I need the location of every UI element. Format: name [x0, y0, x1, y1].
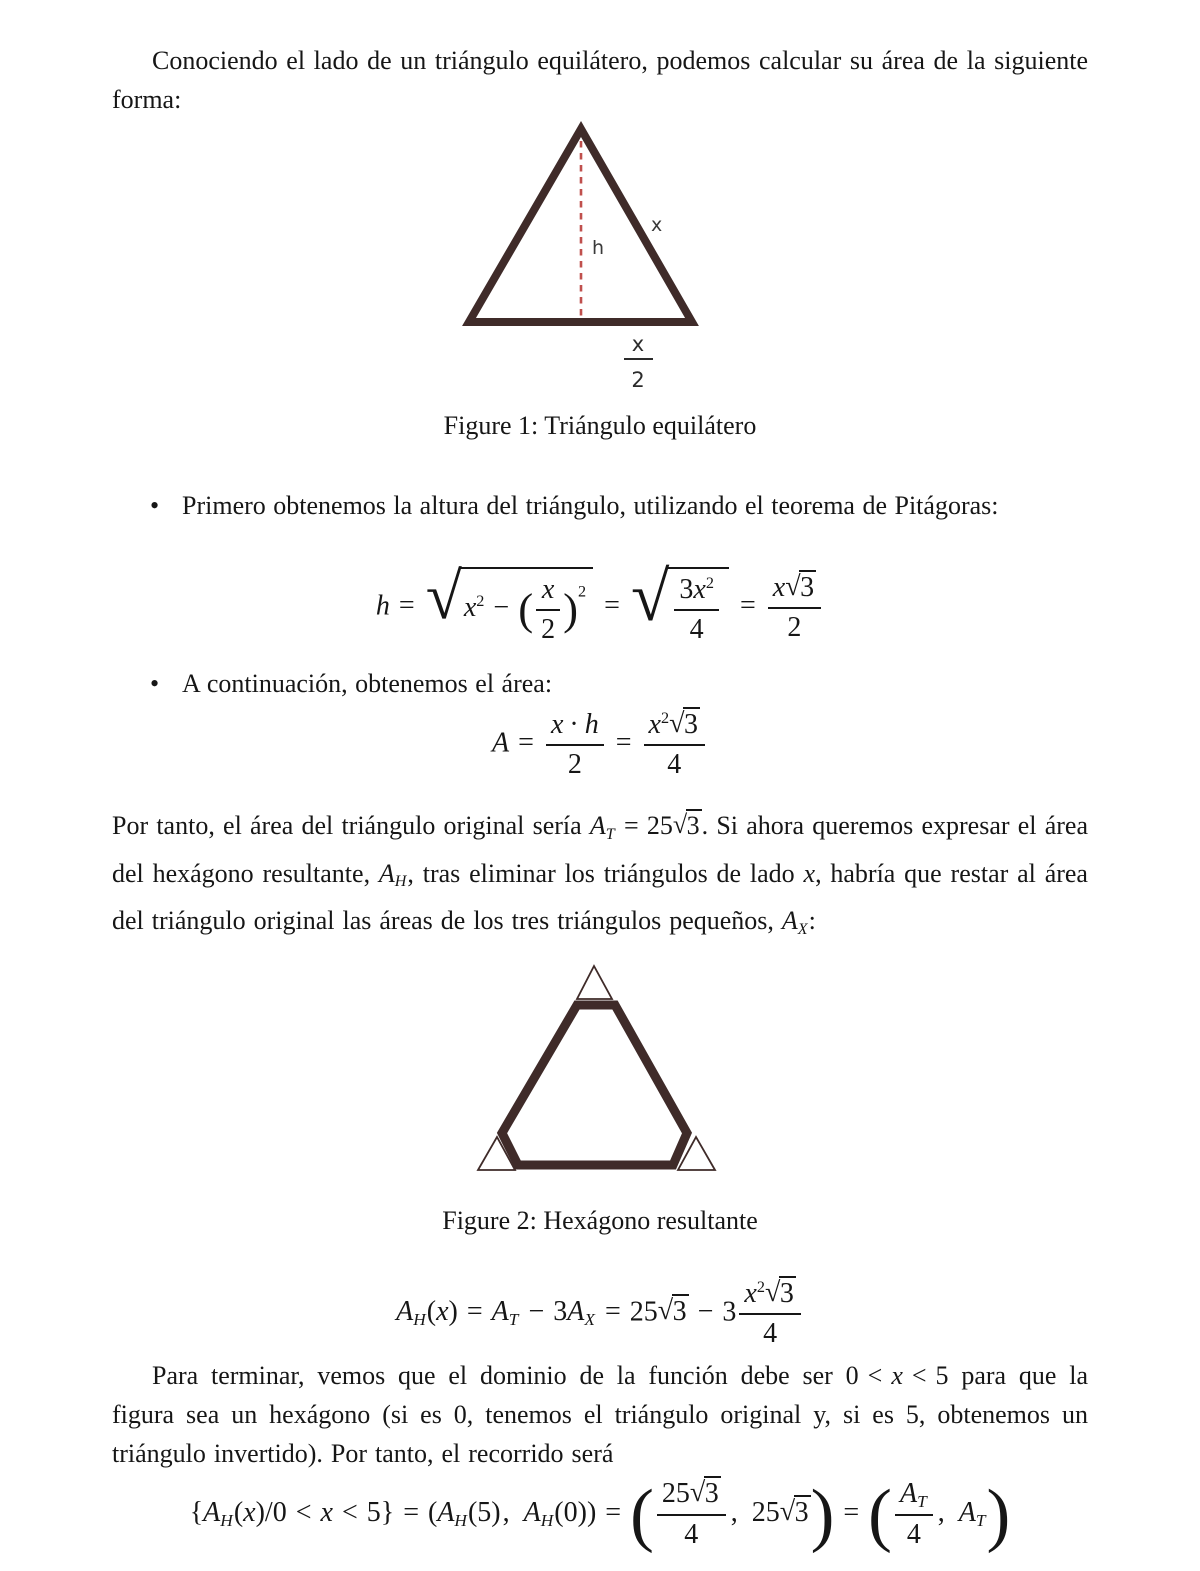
bullet-marker: • — [150, 669, 160, 698]
fraction — [536, 573, 560, 647]
text-run: , obtenemos un triángulo invertido). Por tanto, el recorrido será — [112, 1400, 1088, 1468]
math-token: 5 — [905, 1400, 919, 1429]
figure2-caption: Figure 2: Hexágono resultante — [442, 1206, 758, 1235]
body-paragraph-areas — [112, 806, 1088, 949]
math-token: = — [398, 590, 415, 622]
math-token: x — [891, 1361, 903, 1390]
math-token: = — [605, 1496, 622, 1528]
math-token: H — [394, 873, 407, 890]
math-group — [752, 1497, 811, 1528]
math-token: 2 — [578, 582, 587, 601]
math-token: x — [744, 1277, 757, 1309]
math-token: < — [341, 1496, 358, 1528]
bullet-text: Primero obtenemos la altura del triángulo, utilizando el teorema de Pitágoras: — [182, 491, 999, 520]
math-group — [546, 708, 604, 744]
math-token: x — [772, 571, 786, 603]
math-token: A — [958, 1496, 976, 1528]
math-token: T — [975, 1510, 986, 1530]
hexagon-outline — [502, 1005, 687, 1165]
bullet-marker: • — [150, 491, 160, 520]
math-token: = — [466, 1296, 483, 1328]
math-token: = — [403, 1496, 419, 1528]
inline-math — [589, 811, 616, 843]
math-token: 4 — [644, 744, 705, 782]
radical-sign: √ — [689, 1477, 706, 1509]
bullet-item-height — [150, 486, 1065, 525]
math-token: H — [454, 1510, 467, 1530]
math-token: 2 — [476, 592, 485, 611]
radical-sign: √ — [630, 559, 670, 637]
math-token: A — [589, 811, 606, 840]
math-token: ( — [467, 1496, 478, 1528]
math-group — [464, 592, 485, 623]
math-token: ( — [427, 1496, 438, 1528]
math-token: < — [295, 1496, 312, 1528]
math-token: A — [491, 1296, 509, 1328]
math-token: ( — [426, 1296, 437, 1328]
big-paren-close: ) — [810, 1474, 835, 1554]
math-token: A — [378, 858, 395, 888]
math-token: < — [911, 1361, 927, 1390]
math-token: H — [413, 1310, 426, 1330]
math-token: ) — [448, 1296, 458, 1328]
inline-math — [846, 1361, 949, 1390]
cut-corner-triangle-top — [577, 966, 612, 999]
formula-area — [112, 700, 1088, 790]
fraction — [657, 1477, 726, 1551]
math-token: ( — [518, 584, 534, 635]
math-token: 3 — [779, 1277, 794, 1309]
intro-paragraph: Conociendo el lado de un triángulo equilátero, podemos calcular su área de la siguiente forma: — [112, 46, 1088, 114]
fraction — [895, 1477, 933, 1552]
math-token: A — [437, 1496, 455, 1528]
math-token: 3 — [683, 708, 698, 740]
math-token: 2 — [660, 708, 670, 727]
math-token: ) — [577, 1496, 587, 1528]
sqrt-radical — [785, 572, 816, 603]
math-token: x — [693, 573, 706, 605]
math-token: − — [528, 1296, 545, 1328]
half-base-denominator: 2 — [631, 368, 645, 392]
fraction — [768, 571, 821, 645]
math-token: = — [615, 727, 632, 759]
math-token: } — [380, 1496, 395, 1528]
sqrt-radical — [690, 1478, 721, 1509]
math-token: / — [264, 1496, 273, 1528]
radical-sign: √ — [779, 1495, 796, 1527]
radicand — [666, 567, 729, 649]
math-token: x — [803, 858, 816, 888]
math-token: ) — [586, 1496, 597, 1528]
radical-sign: √ — [672, 810, 688, 839]
sqrt-radical — [425, 559, 593, 649]
fraction — [546, 708, 604, 782]
math-token: , — [730, 1496, 738, 1528]
math-token: = — [739, 590, 756, 622]
math-group — [491, 1296, 520, 1330]
math-group — [644, 708, 705, 744]
math-token: A — [899, 1477, 918, 1509]
math-token: 3 — [686, 811, 700, 840]
math-token: 25 — [629, 1296, 658, 1328]
math-token: A — [567, 1296, 585, 1328]
math-group — [739, 1277, 800, 1313]
math-token: 0 — [453, 1400, 467, 1429]
math-token: = — [604, 590, 620, 622]
formula-range — [112, 1462, 1088, 1567]
math-token: A — [203, 1496, 221, 1528]
inline-math — [379, 859, 408, 888]
math-token: 3 — [800, 571, 815, 603]
formula-hexagon-area — [112, 1266, 1088, 1362]
bullet-text: A continuación, obtenemos el área: — [182, 669, 553, 698]
math-token: { — [189, 1496, 204, 1528]
math-token: 25 — [751, 1496, 780, 1528]
body-paragraph-domain — [112, 1356, 1088, 1473]
math-token: 3 — [794, 1496, 809, 1528]
side-length-label: x — [651, 214, 663, 236]
big-paren-close: ) — [986, 1474, 1011, 1554]
math-token: 5 — [366, 1496, 381, 1528]
math-token: < — [867, 1361, 883, 1390]
math-token: 4 — [657, 1514, 726, 1552]
text-run: = 25 — [615, 811, 673, 840]
sqrt-radical — [658, 1296, 689, 1327]
math-token: H — [220, 1510, 233, 1530]
math-token: 3 — [704, 1478, 719, 1510]
math-token: x — [243, 1496, 256, 1528]
math-token: x — [541, 573, 555, 605]
math-token: 25 — [661, 1478, 690, 1510]
text-run: Por tanto, el área del triángulo original sería — [112, 811, 590, 840]
math-group — [428, 1497, 596, 1528]
math-token: ) — [255, 1496, 265, 1528]
math-token: 4 — [895, 1514, 933, 1552]
math-row — [375, 559, 824, 649]
fraction — [739, 1277, 800, 1351]
math-token: 3 — [553, 1296, 568, 1328]
math-group — [553, 1296, 596, 1330]
math-token: T — [917, 1491, 927, 1511]
math-token: ) — [563, 584, 579, 635]
math-token: A — [396, 1296, 414, 1328]
math-token: ( — [233, 1496, 244, 1528]
sqrt-radical — [765, 1278, 796, 1309]
math-token: , — [502, 1496, 510, 1528]
text-run: . Si ahora queremos expresar el área del hexágono resultante, — [112, 811, 1088, 888]
radical-sign: √ — [425, 559, 462, 633]
big-paren-open: ( — [868, 1474, 892, 1554]
sqrt-radical — [630, 559, 729, 649]
text-run: , tenemos el triángulo original y, si es — [466, 1400, 906, 1429]
formula-height — [112, 558, 1088, 658]
text-run: , tras eliminar los triángulos de lado — [407, 858, 804, 888]
figure1-caption: Figure 1: Triángulo equilátero — [443, 411, 757, 440]
math-group — [518, 573, 587, 645]
math-token: T — [605, 825, 615, 843]
figure-triangle — [440, 110, 780, 400]
inline-math — [781, 906, 809, 938]
math-token: 2 — [536, 609, 560, 647]
math-token: h — [375, 590, 390, 622]
math-group — [657, 1477, 726, 1513]
math-token: 3 — [679, 573, 694, 605]
math-token: , — [937, 1496, 945, 1528]
fraction — [644, 708, 705, 782]
math-token: 2 — [756, 1277, 765, 1296]
text-run: , habría que restar al área del triángulo original las áreas de los tres triángulos pequeños, — [112, 858, 1088, 935]
math-group — [674, 573, 719, 609]
math-token: 3 — [672, 1296, 687, 1328]
math-token: x — [436, 1296, 449, 1328]
math-token: A — [492, 727, 510, 759]
radical-sign: √ — [785, 570, 801, 602]
math-token: 5 — [477, 1496, 492, 1528]
math-token: ( — [554, 1496, 564, 1528]
text-run: para que la figura sea un hexágono (si es — [112, 1361, 1089, 1429]
math-token: x — [463, 592, 477, 624]
math-token: A — [523, 1496, 541, 1528]
math-token: x — [550, 708, 564, 740]
math-group — [203, 1497, 381, 1528]
math-token: h — [584, 708, 599, 740]
sqrt-radical — [780, 1497, 811, 1528]
height-label: h — [592, 237, 605, 259]
math-token: = — [518, 727, 534, 759]
math-token: 2 — [768, 607, 821, 645]
math-row — [396, 1277, 804, 1351]
math-group — [630, 1296, 689, 1327]
math-token: 2 — [705, 573, 714, 592]
figure-hexagon — [460, 948, 740, 1185]
math-group — [396, 1296, 458, 1330]
math-token: X — [797, 920, 808, 938]
math-group — [768, 571, 821, 607]
math-token: H — [540, 1510, 554, 1530]
math-token: − — [493, 592, 510, 624]
math-token: X — [584, 1310, 595, 1330]
math-token: 2 — [546, 744, 604, 782]
math-row — [189, 1474, 1011, 1554]
math-token: x — [320, 1496, 333, 1528]
sqrt-radical — [673, 811, 702, 840]
math-token: T — [508, 1310, 519, 1330]
math-token: 5 — [935, 1361, 949, 1390]
math-group — [895, 1477, 933, 1514]
math-token: 4 — [674, 609, 719, 647]
math-row — [492, 708, 708, 782]
math-token: 0 — [272, 1496, 287, 1528]
text-run: Para terminar, vemos que el dominio de la función debe ser — [152, 1361, 846, 1390]
half-base-numerator: x — [631, 332, 645, 356]
sqrt-radical — [669, 709, 700, 740]
fraction — [674, 573, 719, 647]
math-token: 3 — [722, 1296, 737, 1328]
math-token: − — [697, 1296, 714, 1328]
math-token: A — [781, 906, 798, 935]
radicand — [459, 567, 593, 649]
math-token: x — [648, 708, 661, 740]
math-token: 4 — [739, 1313, 800, 1351]
radical-sign: √ — [657, 1295, 674, 1327]
text-run: : — [808, 906, 816, 935]
big-paren-open: ( — [630, 1474, 654, 1554]
math-token: · — [569, 708, 579, 740]
math-token: 0 — [845, 1361, 859, 1390]
radical-sign: √ — [764, 1276, 781, 1308]
math-group — [959, 1497, 987, 1528]
bullet-item-area — [150, 664, 1065, 703]
math-token: = — [604, 1296, 621, 1328]
math-token: = — [843, 1496, 860, 1528]
math-token: 0 — [563, 1496, 578, 1528]
math-token: ) — [491, 1496, 501, 1528]
radical-sign: √ — [669, 707, 685, 739]
